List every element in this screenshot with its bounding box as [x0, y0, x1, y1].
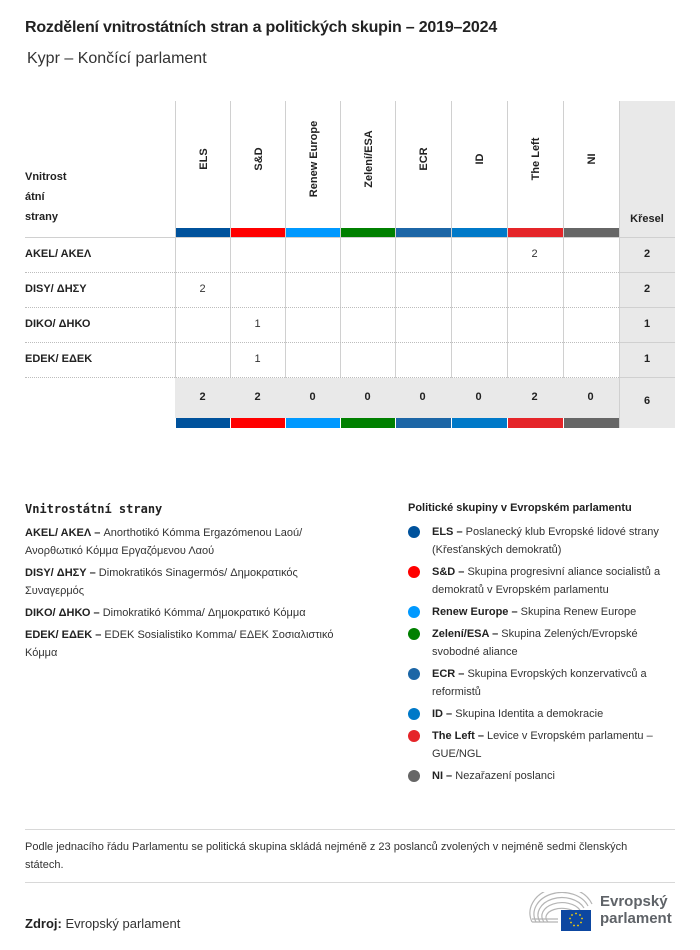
legend-item — [25, 564, 355, 600]
footnote: Podle jednacího řádu Parlamentu se politická skupina skládá nejméně z 23 poslanců zvolených v nejméně sedmi členských státech. — [25, 841, 628, 871]
legend-item — [25, 524, 355, 560]
legend-item — [408, 523, 678, 559]
color-bar-ni — [564, 418, 619, 428]
column-header-label: The Left — [529, 137, 542, 181]
column-header-ni — [564, 101, 619, 228]
row-seats: 1 — [643, 353, 651, 365]
color-bar-left — [508, 418, 563, 428]
color-bar-els — [176, 418, 230, 428]
logo-line: Evropský — [600, 893, 668, 910]
legend-title: Politické skupiny v Evropském parlamentu — [408, 502, 632, 514]
divider — [25, 829, 675, 830]
row-divider — [619, 377, 675, 378]
color-bar-renew — [286, 418, 340, 428]
column-header-label: ELS — [197, 148, 210, 170]
legend-item — [408, 665, 678, 701]
color-bar-sd — [231, 418, 285, 428]
color-dot-icon — [408, 730, 420, 742]
table-cell: 2 — [531, 248, 538, 260]
column-header-label: ECR — [417, 147, 430, 171]
header-line: Vnitrost — [25, 171, 67, 183]
legend-abbr: S&D – — [432, 566, 465, 578]
total-ni: 0 — [587, 391, 594, 403]
table-cell: 1 — [254, 318, 261, 330]
legend-desc: Skupina Zelených/Evropské svobodné aliance — [432, 628, 638, 658]
column-header-label: ID — [473, 153, 486, 165]
logo-line: parlament — [600, 910, 672, 927]
legend-desc: Dimokratikós Sinagermós/ Δημοκρατικός Συναγερμός — [25, 567, 298, 597]
source-label: Zdroj: — [25, 916, 62, 931]
legend-abbr: The Left – — [432, 730, 484, 742]
page-title: Rozdělení vnitrostátních stran a politických skupin – 2019–2024 — [25, 19, 498, 36]
table-cell: 2 — [199, 283, 206, 295]
column-header-greens — [341, 101, 396, 228]
legend-desc: EDEK Sosialistiko Komma/ ΕΔΕΚ Σοσιαλιστικό Κόμμα — [25, 629, 334, 659]
column-header-left — [508, 101, 563, 228]
legend-desc: Skupina Identita a demokracie — [452, 708, 604, 720]
national-parties-legend — [25, 502, 355, 666]
legend-item — [408, 625, 678, 661]
row-party-name: DISY/ ΔΗΣΥ — [25, 283, 87, 295]
color-dot-icon — [408, 628, 420, 640]
legend-desc: Levice v Evropském parlamentu – GUE/NGL — [432, 730, 653, 760]
row-seats: 2 — [643, 283, 651, 295]
hemicycle-icon — [528, 892, 596, 932]
color-dot-icon — [408, 668, 420, 680]
legend-desc: Dimokratikó Kómma/ Δημοκρατικό Κόμμα — [99, 607, 306, 619]
color-bar-id — [452, 418, 507, 428]
legend-item — [408, 705, 678, 723]
legend-desc: Anorthotikó Kómma Ergazómenou Laoú/ Ανορθωτικό Κόμμα Εργαζόμενου Λαού — [25, 527, 303, 557]
national-parties-header — [25, 167, 67, 227]
legend-item — [25, 604, 355, 622]
european-parliament-logo — [528, 892, 678, 932]
column-header-sd — [231, 101, 286, 228]
total-greens: 0 — [364, 391, 371, 403]
total-left: 2 — [531, 391, 538, 403]
column-header-els — [176, 101, 231, 228]
column-header-label: NI — [585, 153, 598, 165]
total-sd: 2 — [254, 391, 261, 403]
row-divider — [25, 377, 619, 378]
legend-title: Vnitrostátní strany — [25, 502, 163, 516]
legend-abbr: DIKO/ ΔΗΚΟ – — [25, 607, 100, 619]
legend-abbr: DISY/ ΔΗΣΥ – — [25, 567, 96, 579]
row-party-name: DIKO/ ΔΗΚΟ — [25, 318, 91, 330]
total-ecr: 0 — [419, 391, 426, 403]
legend-desc: Skupina progresivní aliance socialistů a demokratů v Evropském parlamentu — [432, 566, 661, 596]
legend-desc: Nezařazení poslanci — [452, 770, 555, 782]
row-seats: 2 — [643, 248, 651, 260]
total-seats: 6 — [643, 395, 651, 407]
column-header-renew — [286, 101, 341, 228]
source-line — [25, 916, 180, 931]
political-groups-legend — [408, 502, 678, 789]
legend-desc: Skupina Renew Europe — [517, 606, 637, 618]
legend-abbr: AKEL/ AKEΛ – — [25, 527, 101, 539]
header-line: strany — [25, 211, 59, 223]
legend-desc: Poslanecký klub Evropské lidové strany (Křesťanských demokratů) — [432, 526, 659, 556]
legend-item — [408, 563, 678, 599]
row-party-name: EDEK/ EΔEK — [25, 353, 93, 365]
seats-column-header: Křesel — [630, 213, 664, 225]
row-party-name: AKEL/ AKEΛ — [25, 248, 92, 260]
color-bar-greens — [341, 418, 395, 428]
column-header-label: Zelení/ESA — [362, 130, 375, 188]
legend-item — [408, 767, 678, 785]
color-dot-icon — [408, 606, 420, 618]
legend-abbr: ECR – — [432, 668, 465, 680]
header-line: átní — [25, 191, 45, 203]
legend-item — [408, 603, 678, 621]
page-subtitle: Kypr – Končící parlament — [27, 50, 207, 67]
legend-abbr: EDEK/ EΔEK – — [25, 629, 102, 641]
total-id: 0 — [475, 391, 482, 403]
row-seats: 1 — [643, 318, 651, 330]
color-dot-icon — [408, 708, 420, 720]
column-header-label: S&D — [252, 147, 265, 171]
legend-item — [408, 727, 678, 763]
column-header-ecr — [396, 101, 451, 228]
total-renew: 0 — [309, 391, 316, 403]
column-header-id — [452, 101, 507, 228]
legend-abbr: Renew Europe – — [432, 606, 518, 618]
color-dot-icon — [408, 770, 420, 782]
color-dot-icon — [408, 566, 420, 578]
table-cell: 1 — [254, 353, 261, 365]
legend-abbr: ELS – — [432, 526, 463, 538]
table-row — [25, 343, 675, 378]
divider — [25, 882, 675, 883]
logo-text — [600, 893, 672, 927]
legend-item — [25, 626, 355, 662]
distribution-table — [25, 101, 675, 431]
legend-abbr: ID – — [432, 708, 453, 720]
table-row — [25, 238, 675, 273]
table-row — [25, 308, 675, 343]
legend-desc: Skupina Evropských konzervativců a reformistů — [432, 668, 647, 698]
column-header-label: Renew Europe — [307, 120, 320, 198]
legend-abbr: NI – — [432, 770, 453, 782]
total-els: 2 — [199, 391, 206, 403]
color-dot-icon — [408, 526, 420, 538]
legend-abbr: Zelení/ESA – — [432, 628, 499, 640]
source-value: Evropský parlament — [61, 916, 181, 931]
table-row — [25, 273, 675, 308]
color-bar-ecr — [396, 418, 451, 428]
